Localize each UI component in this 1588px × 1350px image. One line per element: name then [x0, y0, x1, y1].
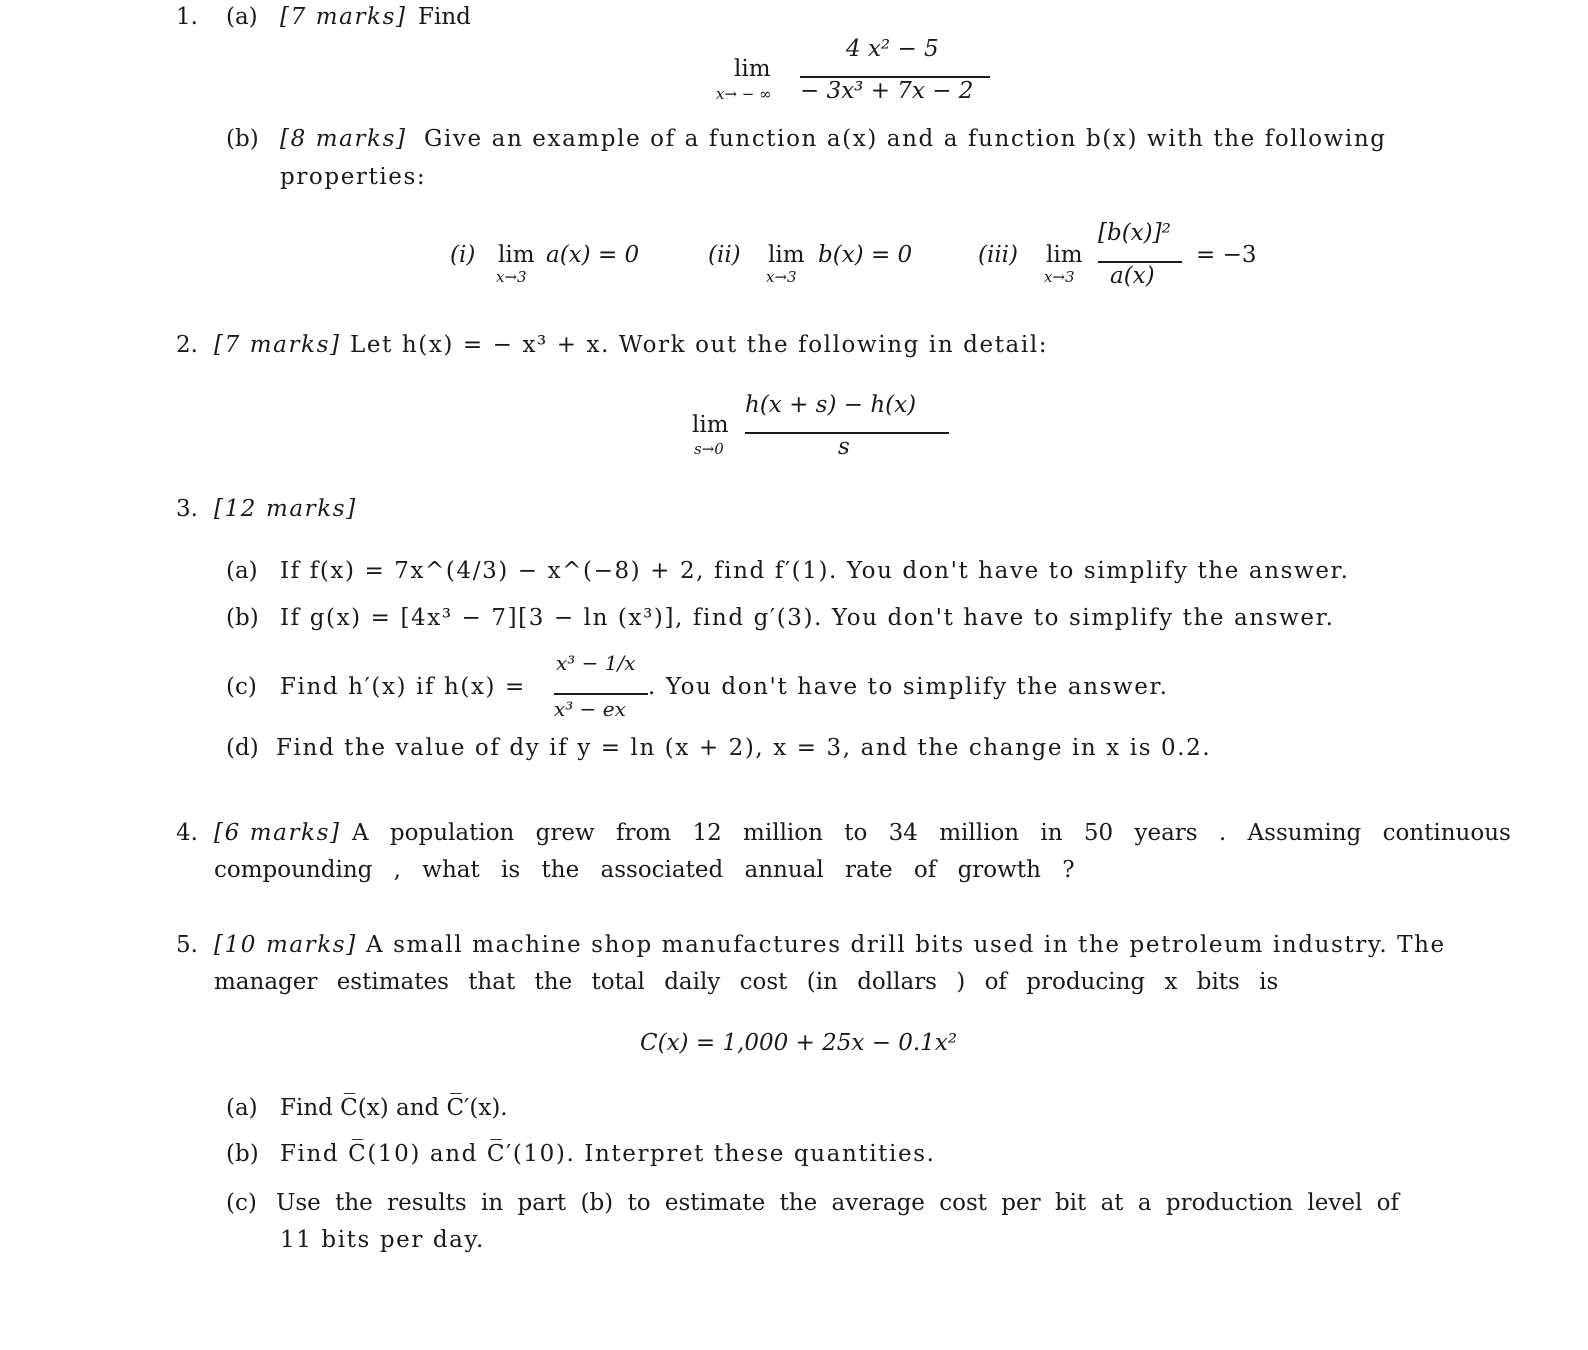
- q5-text-line2: manager estimates that the total daily cost (in dollars ) of producing x bits is: [214, 969, 1279, 995]
- q4-number: 4.: [176, 820, 198, 846]
- q2-lim: lim: [692, 412, 729, 438]
- q3d-label: (d): [226, 735, 259, 761]
- q3b-label: (b): [226, 605, 259, 631]
- q3c-fraction-bar: [554, 693, 648, 695]
- q3b-text: If g(x) = [4x³ − 7][3 − ln (x³)], find g′(3). You don't have to simplify the answer.: [280, 605, 1335, 631]
- q4-marks: [6 marks]: [214, 820, 341, 846]
- q1b-p3-rhs: = −3: [1196, 242, 1257, 268]
- q1b-p1-sub: x→3: [496, 268, 527, 286]
- q2-number: 2.: [176, 332, 198, 358]
- q1b-p2-sub: x→3: [766, 268, 797, 286]
- q3c-text-post: . You don't have to simplify the answer.: [648, 674, 1169, 700]
- q1b-p3-lim: lim: [1046, 242, 1083, 268]
- q1b-p1-expr: a(x) = 0: [546, 242, 640, 268]
- q5-formula: C(x) = 1,000 + 25x − 0.1x²: [640, 1030, 958, 1056]
- q1a-label: (a): [226, 4, 258, 30]
- q5c-text-line2: 11 bits per day.: [280, 1227, 485, 1253]
- q1b-text-line2: properties:: [280, 164, 427, 190]
- q3-number: 3.: [176, 496, 198, 522]
- q2-marks: [7 marks]: [214, 332, 341, 358]
- q1b-p3-label: (iii): [978, 242, 1019, 268]
- q5-marks: [10 marks]: [214, 932, 357, 958]
- q1b-p2-label: (ii): [708, 242, 741, 268]
- q1b-p2-expr: b(x) = 0: [818, 242, 913, 268]
- q3c-denominator: x³ − ex: [554, 697, 626, 721]
- q1b-marks: [8 marks]: [280, 126, 407, 152]
- q3c-text-pre: Find h′(x) if h(x) =: [280, 674, 526, 700]
- q5a-label: (a): [226, 1095, 258, 1121]
- q5b-label: (b): [226, 1141, 259, 1167]
- q1b-p3-denominator: a(x): [1110, 263, 1155, 289]
- q1a-denominator: − 3x³ + 7x − 2: [800, 78, 974, 104]
- q1b-p1-label: (i): [450, 242, 476, 268]
- q1a-lim: lim: [734, 56, 771, 82]
- q3a-label: (a): [226, 558, 258, 584]
- q1a-marks: [7 marks]: [280, 4, 407, 30]
- q5-text-line1: A small machine shop manufactures drill bits used in the petroleum industry. The: [366, 932, 1446, 958]
- q1b-p2-lim: lim: [768, 242, 805, 268]
- q5b-text: Find C̅(10) and C̅′(10). Interpret these quantities.: [280, 1141, 936, 1167]
- q5c-label: (c): [226, 1190, 257, 1216]
- q1b-label: (b): [226, 126, 259, 152]
- q1a-text: Find: [418, 4, 471, 30]
- q3c-label: (c): [226, 674, 257, 700]
- q1-number: 1.: [176, 4, 198, 30]
- q2-lim-sub: s→0: [694, 440, 724, 458]
- q1b-p3-sub: x→3: [1044, 268, 1075, 286]
- q5-number: 5.: [176, 932, 198, 958]
- q2-denominator: s: [838, 434, 850, 460]
- q1a-numerator: 4 x² − 5: [846, 36, 939, 62]
- q4-text-line2: compounding , what is the associated annual rate of growth ?: [214, 857, 1075, 883]
- q5a-text: Find C̅(x) and C̅′(x).: [280, 1095, 508, 1121]
- q3a-text: If f(x) = 7x^(4/3) − x^(−8) + 2, find f′(1). You don't have to simplify the answer.: [280, 558, 1350, 584]
- q3c-numerator: x³ − 1/x: [556, 651, 636, 675]
- q1b-p1-lim: lim: [498, 242, 535, 268]
- q1a-lim-sub: x→ − ∞: [716, 85, 772, 103]
- q3d-text: Find the value of dy if y = ln (x + 2), x = 3, and the change in x is 0.2.: [276, 735, 1212, 761]
- q1b-p3-numerator: [b(x)]²: [1098, 220, 1171, 246]
- q3-marks: [12 marks]: [214, 496, 357, 522]
- q2-numerator: h(x + s) − h(x): [745, 392, 917, 418]
- q4-text-line1: A population grew from 12 million to 34 million in 50 years . Assuming continuous: [352, 820, 1511, 846]
- q2-text: Let h(x) = − x³ + x. Work out the following in detail:: [350, 332, 1049, 358]
- q5c-text-line1: Use the results in part (b) to estimate the average cost per bit at a production level of: [276, 1190, 1400, 1216]
- q1b-text-line1: Give an example of a function a(x) and a function b(x) with the following: [424, 126, 1387, 152]
